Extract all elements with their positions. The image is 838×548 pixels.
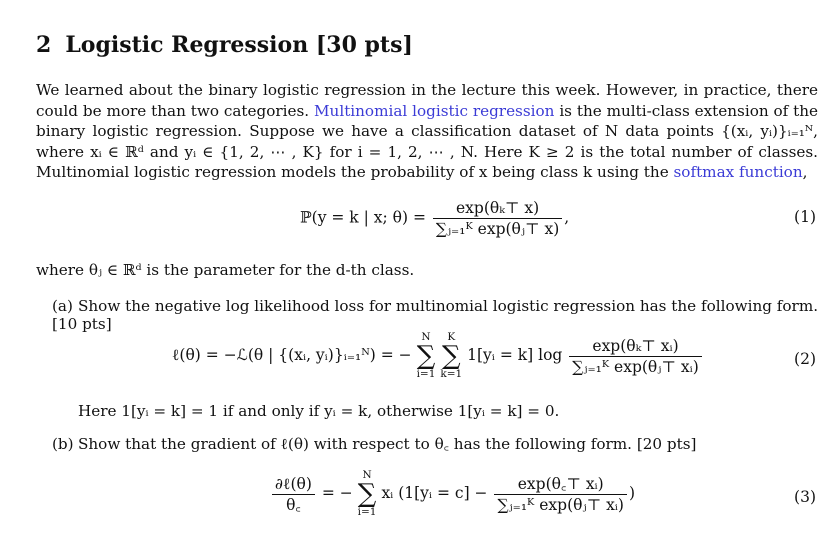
eq3-lhs-fraction <box>272 474 315 515</box>
part-b <box>52 434 696 454</box>
intro-paragraph <box>36 80 818 183</box>
eq2-fraction <box>569 336 702 377</box>
section-heading <box>36 32 413 58</box>
eq3-fraction <box>494 474 627 515</box>
intro-text-1: We learned about the binary logistic regression in the lecture this week. However, in practice, there could be more than two categories. <box>36 81 818 120</box>
eq3-middle: xᵢ (1[yᵢ = c] − <box>381 484 488 502</box>
eq1-comma: , <box>564 208 570 227</box>
eq3-sigma: ∑ <box>357 479 377 509</box>
eq3-sum-upper: N <box>362 469 372 481</box>
eq2-numerator: exp(θₖ⊤ xᵢ) <box>569 336 702 357</box>
indicator-definition: Here 1[yᵢ = k] = 1 if and only if yᵢ = k, otherwise 1[yᵢ = k] = 0. <box>78 402 560 420</box>
part-a <box>52 297 838 333</box>
eq2-sum-i-lower: i=1 <box>416 368 436 380</box>
eq1-number: (1) <box>794 208 816 226</box>
eq3-number: (3) <box>794 488 816 506</box>
eq1-denominator: ∑ⱼ₌₁ᴷ exp(θⱼ⊤ x) <box>435 220 560 238</box>
part-b-label: (b) <box>52 435 74 453</box>
eq3-lhs-denominator: θ꜀ <box>286 495 301 514</box>
eq3-denominator: ∑ⱼ₌₁ᴷ exp(θⱼ⊤ xᵢ) <box>497 495 624 514</box>
eq1-lhs: ℙ(y = k | x; θ) = <box>300 208 426 227</box>
eq3-equals-minus: = − <box>321 484 353 502</box>
eq3-sum-lower: i=1 <box>357 506 377 518</box>
eq2-sum-i-upper: N <box>421 331 431 343</box>
part-a-label: (a) <box>52 297 73 315</box>
eq2-denominator: ∑ⱼ₌₁ᴷ exp(θⱼ⊤ xᵢ) <box>572 357 699 376</box>
eq3-sum-i <box>358 470 377 518</box>
eq2-sigma-2: ∑ <box>442 341 461 371</box>
eq2-sum-k-upper: K <box>447 331 456 343</box>
part-b-text: Show that the gradient of ℓ(θ) with respect to θ꜀ has the following form. [20 pts] <box>78 435 697 453</box>
eq3-numerator: exp(θ꜀⊤ xᵢ) <box>494 474 627 495</box>
multinomial-logistic-regression-link[interactable]: Multinomial logistic regression <box>314 101 555 120</box>
eq2-sum-i <box>417 332 436 380</box>
equation-3 <box>0 468 838 538</box>
intro-text-2: is the multi-class extension of the binary logistic regression. Suppose we have a classification dataset of N data points {(xᵢ, yᵢ)}ᵢ₌₁ᴺ, where xᵢ ∈ ℝᵈ and yᵢ ∈ {1, 2, ⋯ , K} for i = 1, 2, ⋯ , N. Here K ≥ 2 is the total number of classes. Multinomial logistic regression models the probability of x being class k using the <box>36 101 819 181</box>
part-a-text: Show the negative log likelihood loss for multinomial logistic regression has the following form. [10 pts] <box>52 297 819 333</box>
eq2-sum-k <box>440 332 462 380</box>
equation-1 <box>0 196 838 244</box>
where-line: where θⱼ ∈ ℝᵈ is the parameter for the d-th class. <box>36 261 415 279</box>
eq2-sigma-1: ∑ <box>416 341 436 371</box>
eq3-lhs-numerator: ∂ℓ(θ) <box>272 474 315 495</box>
eq2-number: (2) <box>794 350 816 368</box>
section-title: Logistic Regression [30 pts] <box>65 32 413 58</box>
section-number: 2 <box>36 32 52 58</box>
eq2-indicator-log: 1[yᵢ = k] log <box>467 346 563 364</box>
eq3-close-paren: ) <box>628 484 636 502</box>
eq2-sum-k-lower: k=1 <box>440 368 463 380</box>
intro-text-3: , <box>802 163 808 181</box>
eq2-lhs: ℓ(θ) = −ℒ(θ | {(xᵢ, yᵢ)}ᵢ₌₁ᴺ) = − <box>172 346 412 364</box>
equation-2 <box>0 330 838 390</box>
softmax-function-link[interactable]: softmax function <box>673 163 803 181</box>
eq1-numerator: exp(θₖ⊤ x) <box>433 198 562 219</box>
eq1-fraction <box>433 198 562 239</box>
